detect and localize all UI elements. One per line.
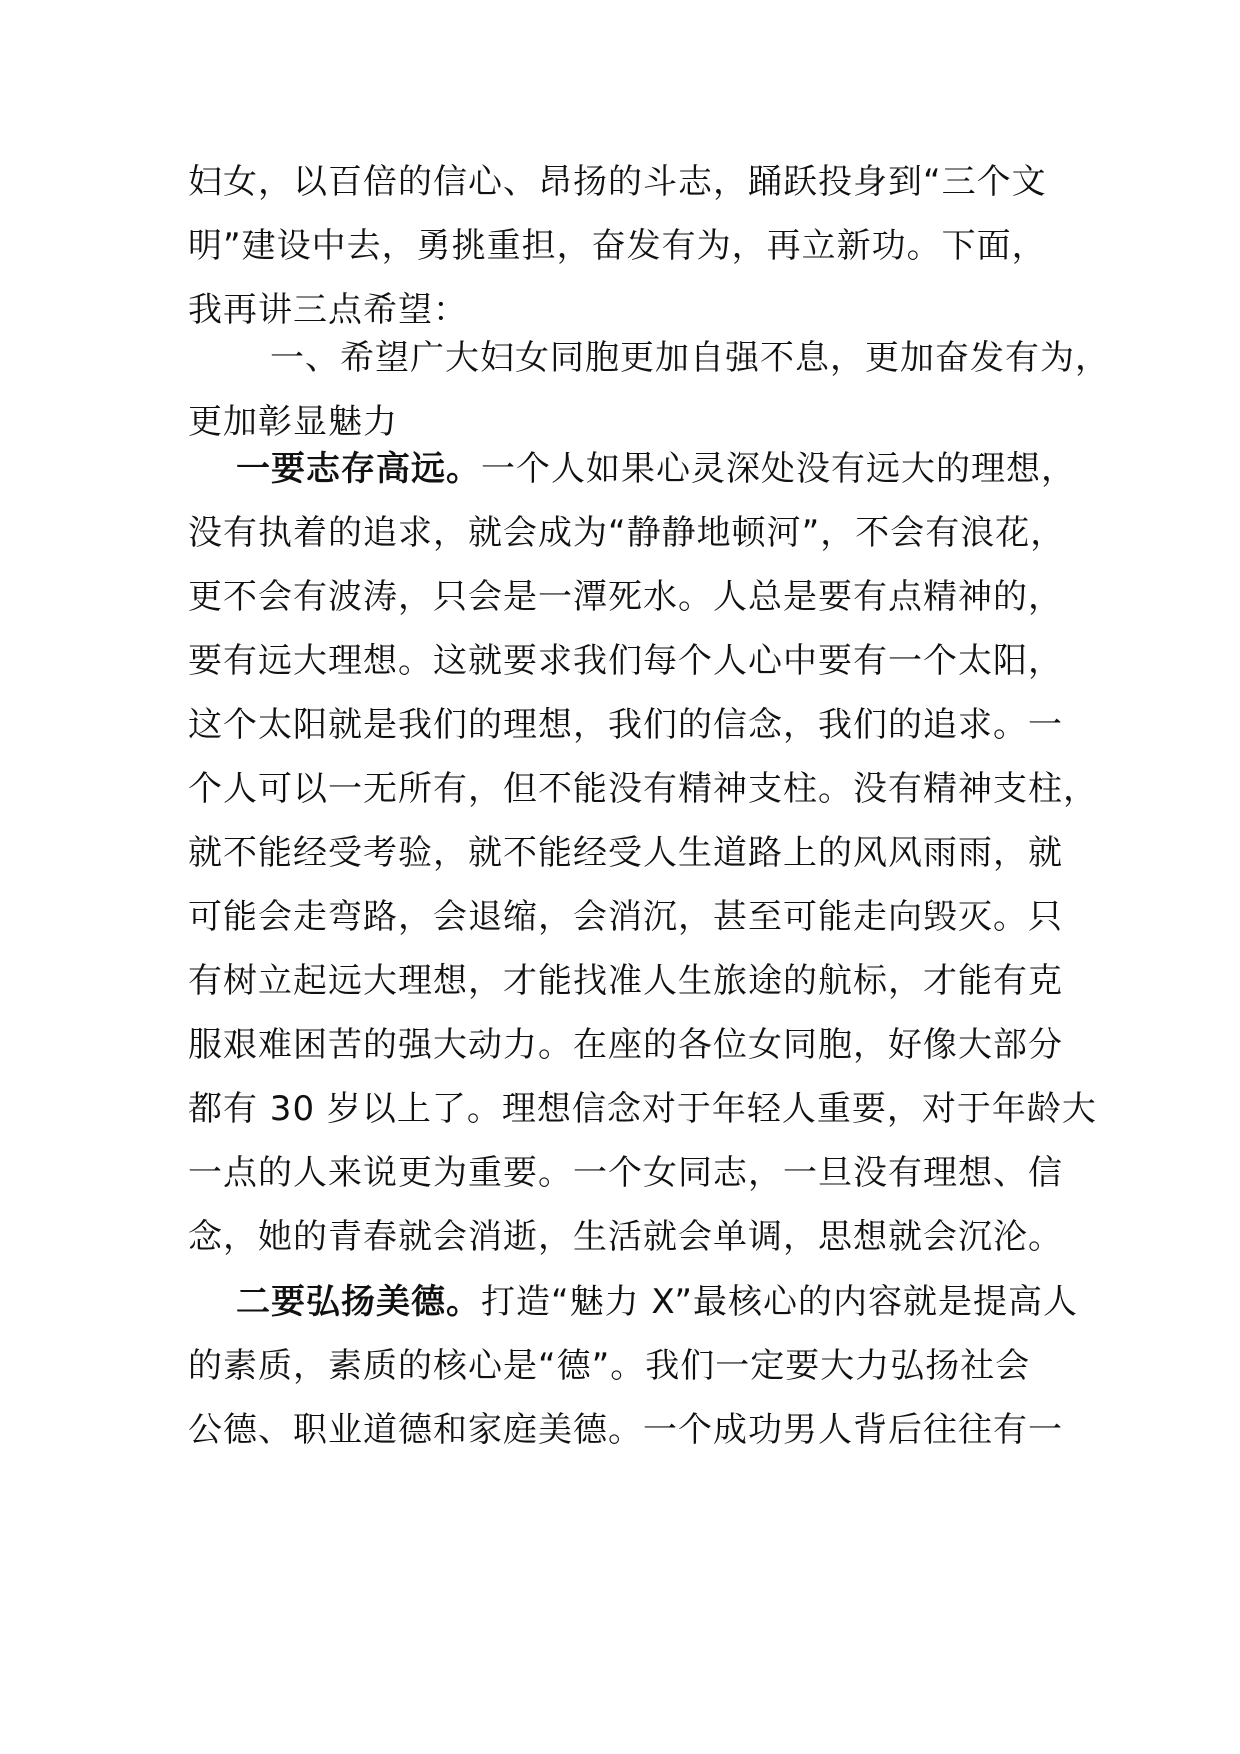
intro-line: 妇女，以百倍的信心、昂扬的斗志，踊跃投身到“三个文	[188, 162, 1047, 202]
paragraph-line: 有树立起远大理想，才能找准人生旅途的航标，才能有克	[188, 961, 1063, 1001]
paragraph-line: 个人可以一无所有，但不能没有精神支柱。没有精神支柱，	[188, 769, 1098, 809]
paragraph-line: 念，她的青春就会消逝，生活就会单调，思想就会沉沦。	[188, 1217, 1063, 1257]
paragraph-line: 公德、职业道德和家庭美德。一个成功男人背后往往有一	[188, 1410, 1063, 1450]
paragraph-line: 要有远大理想。这就要求我们每个人心中要有一个太阳，	[188, 641, 1063, 681]
point-two-first-line-text: 打造“魅力 X”最核心的内容就是提高人	[481, 1282, 1078, 1322]
paragraph-line: 就不能经受考验，就不能经受人生道路上的风风雨雨，就	[188, 833, 1063, 873]
paragraph-line: 服艰难困苦的强大动力。在座的各位女同胞，好像大部分	[188, 1025, 1063, 1065]
paragraph-line: 的素质，素质的核心是“德”。我们一定要大力弘扬社会	[188, 1346, 1031, 1386]
intro-line: 我再讲三点希望：	[188, 290, 468, 330]
paragraph-line: 没有执着的追求，就会成为“静静地顿河”，不会有浪花，	[188, 513, 1066, 553]
point-two-first-line	[188, 1270, 1078, 1334]
paragraph-line: 可能会走弯路，会退缩，会消沉，甚至可能走向毁灭。只	[188, 897, 1063, 937]
point-one-paragraph	[188, 437, 1098, 1269]
intro-line: 明”建设中去，勇挑重担，奋发有为，再立新功。下面，	[188, 226, 1047, 266]
section-heading-line: 更加彰显魅力	[188, 402, 398, 442]
point-one-first-line-text: 一个人如果心灵深处没有远大的理想，	[481, 449, 1076, 489]
paragraph-line: 都有 30 岁以上了。理想信念对于年轻人重要，对于年龄大	[188, 1089, 1097, 1129]
paragraph-line: 这个太阳就是我们的理想，我们的信念，我们的追求。一	[188, 705, 1063, 745]
point-one-lead: 一要志存高远。	[236, 449, 481, 489]
point-one-first-line	[188, 437, 1076, 501]
point-two-paragraph	[188, 1270, 1078, 1462]
section-heading	[188, 326, 1110, 454]
intro-paragraph	[188, 150, 1058, 342]
section-heading-line: 一、希望广大妇女同胞更加自强不息，更加奋发有为，	[270, 338, 1110, 378]
paragraph-line: 一点的人来说更为重要。一个女同志，一旦没有理想、信	[188, 1153, 1063, 1193]
paragraph-line: 更不会有波涛，只会是一潭死水。人总是要有点精神的，	[188, 577, 1063, 617]
point-two-lead: 二要弘扬美德。	[236, 1282, 481, 1322]
